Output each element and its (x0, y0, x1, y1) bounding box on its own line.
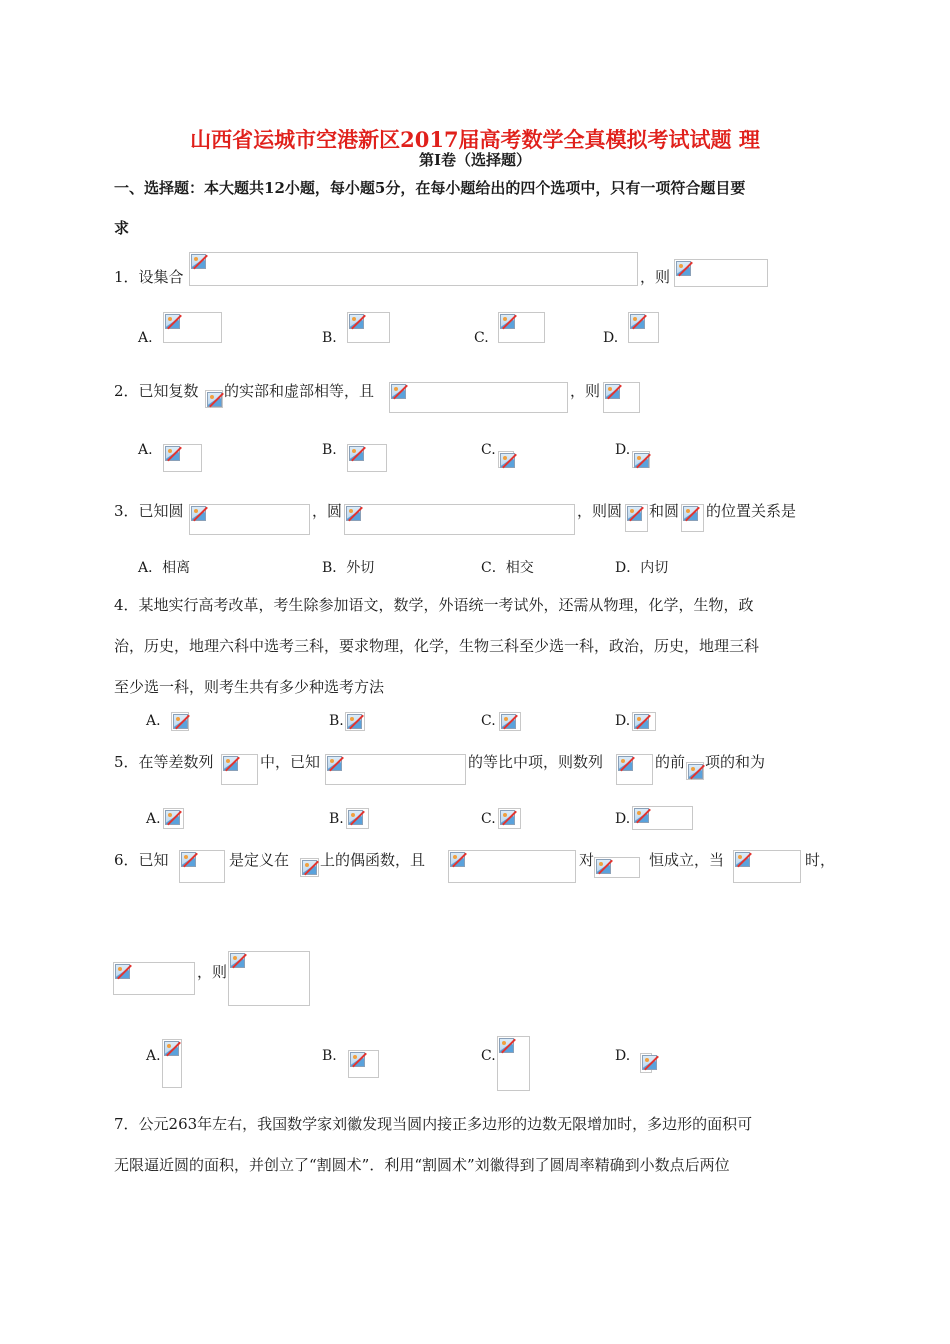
q6-option-c-label: C. (481, 1048, 496, 1064)
q4-option-b-label: B. (329, 713, 344, 729)
q6-option-d-label: D. (615, 1048, 631, 1064)
q5-option-d-label: D. (615, 811, 631, 827)
q3-option-b: B．外切 (322, 560, 375, 576)
formula-image (179, 850, 225, 883)
formula-image (347, 312, 390, 343)
q3-sep-1: ，圆 (312, 502, 343, 520)
q1-option-a-label: A. (138, 330, 153, 346)
q3-option-c: C．相交 (481, 560, 534, 576)
formula-image (498, 451, 514, 468)
q4-line-3: 至少选一科，则考生共有多少种选考方法 (114, 678, 385, 696)
formula-image (625, 504, 648, 532)
q5-option-b-label: B. (329, 811, 344, 827)
section-heading-line-2: 求 (114, 219, 130, 237)
formula-image (594, 857, 640, 878)
formula-image (205, 390, 223, 408)
q6-mid-2: 上的偶函数，且 (320, 851, 426, 869)
q5-text: 5．在等差数列 (114, 753, 214, 771)
formula-image (603, 382, 640, 413)
formula-image (498, 312, 545, 343)
q4-option-c-label: C. (481, 713, 496, 729)
formula-image (497, 1036, 530, 1091)
formula-image (733, 850, 801, 883)
q2-option-a-label: A. (138, 442, 153, 458)
q3-option-d: D．内切 (615, 560, 669, 576)
q2-mid: 的实部和虚部相等，且 (224, 382, 375, 400)
section-heading-line-1: 一、选择题：本大题共12小题，每小题5分，在每小题给出的四个选项中，只有一项符合题目要 (114, 179, 746, 197)
formula-image (348, 1050, 379, 1078)
formula-image (347, 444, 387, 472)
q1-sep: ，则 (640, 268, 671, 286)
formula-image (632, 451, 650, 468)
page-title: 山西省运城市空港新区2017届高考数学全真模拟考试试题 理 (190, 127, 760, 152)
q1-option-d-label: D. (603, 330, 619, 346)
q1-text: 1．设集合 (114, 268, 184, 286)
q5-mid-3: 的前 (655, 753, 686, 771)
q5-tail: 项的和为 (705, 753, 766, 771)
formula-image (189, 252, 638, 286)
q4-option-a-label: A. (146, 713, 161, 729)
q6-mid-1: 是定义在 (229, 851, 290, 869)
formula-image (221, 754, 258, 785)
formula-image (686, 762, 704, 780)
q2-option-b-label: B. (322, 442, 337, 458)
q6-mid-4: 恒成立，当 (649, 851, 725, 869)
formula-image (163, 808, 184, 829)
q1-option-c-label: C. (474, 330, 489, 346)
q6-text: 6．已知 (114, 851, 169, 869)
formula-image (113, 962, 195, 995)
formula-image (228, 951, 310, 1006)
formula-image (628, 312, 659, 343)
q1-option-b-label: B. (322, 330, 337, 346)
formula-image (448, 850, 576, 883)
formula-image (189, 504, 310, 535)
formula-image (162, 1039, 182, 1088)
formula-image (498, 808, 521, 829)
q7-line-1: 7．公元263年左右，我国数学家刘徽发现当圆内接正多边形的边数无限增加时，多边形的面积可 (114, 1115, 753, 1133)
q3-text: 3．已知圆 (114, 502, 184, 520)
formula-image (389, 382, 568, 413)
formula-image (640, 1053, 652, 1073)
q2-option-c-label: C. (481, 442, 496, 458)
q3-tail: 的位置关系是 (706, 502, 797, 520)
formula-image (681, 504, 704, 532)
formula-image (163, 312, 222, 343)
q3-sep-2: ，则圆 (577, 502, 623, 520)
q4-line-2: 治，历史，地理六科中选考三科，要求物理，化学，生物三科至少选一科，政治，历史，地理三科 (114, 637, 760, 655)
section-subtitle: 第Ⅰ卷（选择题） (418, 151, 532, 169)
formula-image (346, 808, 369, 829)
q6-option-b-label: B. (322, 1048, 337, 1064)
q5-option-a-label: A. (146, 811, 161, 827)
q5-mid-2: 的等比中项，则数列 (468, 753, 604, 771)
q2-sep: ，则 (570, 382, 601, 400)
formula-image (632, 712, 656, 731)
formula-image (300, 858, 319, 877)
formula-image (344, 504, 575, 535)
formula-image (674, 259, 768, 287)
formula-image (616, 754, 653, 785)
q6-sep: ，则 (197, 963, 228, 981)
q6-option-a-label: A. (146, 1048, 161, 1064)
q3-option-a: A．相离 (138, 560, 191, 576)
q6-mid-3: 对 (579, 851, 595, 869)
formula-image (345, 712, 365, 731)
q5-mid-1: 中，已知 (260, 753, 321, 771)
q3-and: 和圆 (649, 502, 680, 520)
q5-option-c-label: C. (481, 811, 496, 827)
q7-line-2: 无限逼近圆的面积，并创立了“割圆术”．利用“割圆术”刘徽得到了圆周率精确到小数点后两位 (114, 1156, 730, 1174)
q6-tail: 时， (805, 851, 836, 869)
formula-image (499, 712, 521, 731)
formula-image (325, 754, 466, 785)
q2-text: 2．已知复数 (114, 382, 199, 400)
q4-option-d-label: D. (615, 713, 631, 729)
formula-image (163, 444, 202, 472)
q4-line-1: 4．某地实行高考改革，考生除参加语文，数学，外语统一考试外，还需从物理，化学，生物，政 (114, 596, 754, 614)
q2-option-d-label: D. (615, 442, 631, 458)
formula-image (632, 806, 693, 830)
formula-image (171, 712, 189, 731)
